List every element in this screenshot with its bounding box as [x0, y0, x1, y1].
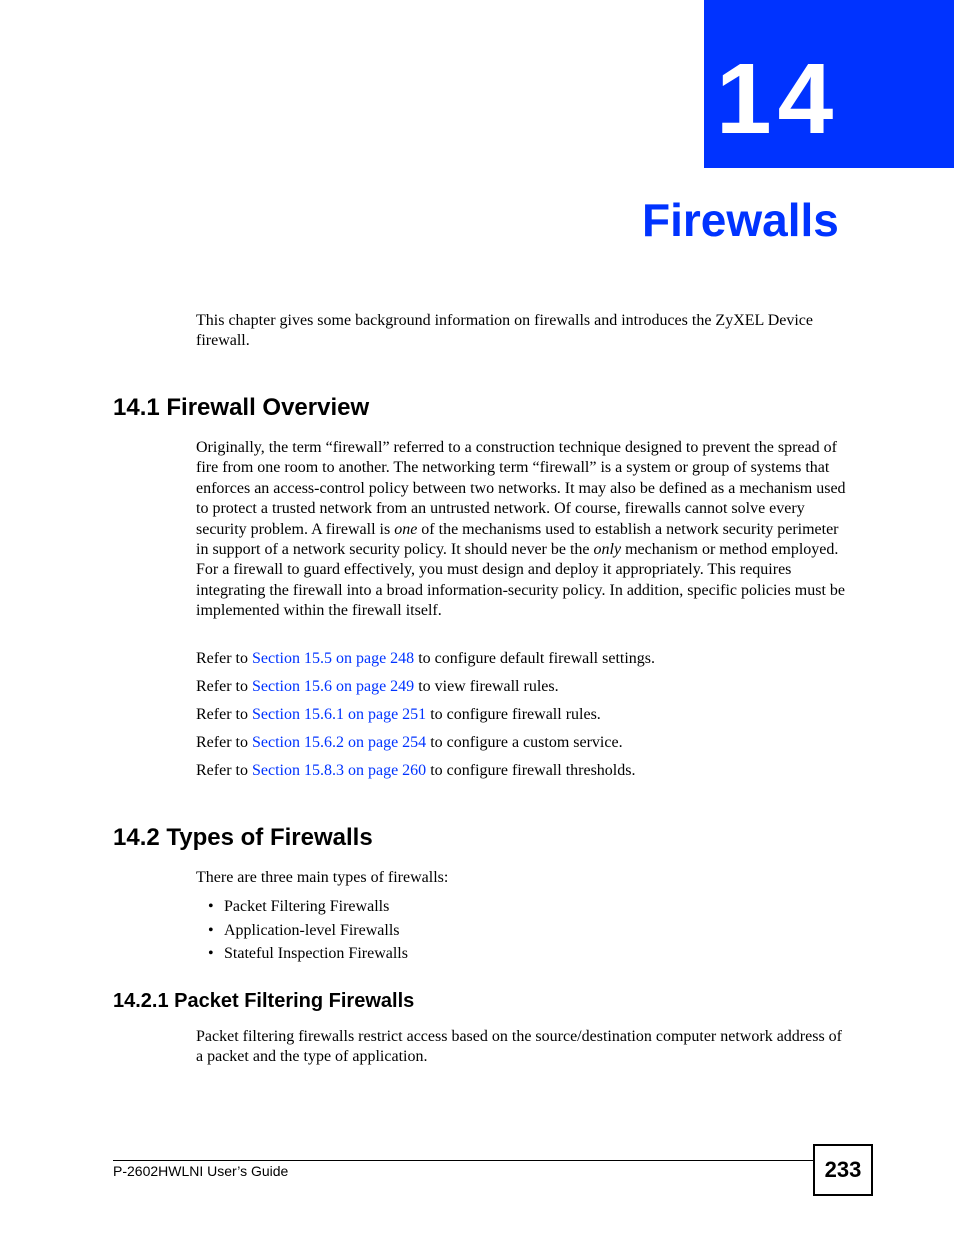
- ref-prefix: Refer to: [196, 706, 252, 723]
- ref-prefix: Refer to: [196, 678, 252, 695]
- overview-em-only: only: [593, 541, 622, 559]
- overview-text-2: of the mechanisms used to establish a network security perimeter in support of a network security policy. It should never be the: [196, 520, 839, 559]
- bullet-icon: •: [208, 945, 214, 962]
- section-heading-14-2: 14.2 Types of Firewalls: [113, 824, 373, 851]
- ref-prefix: Refer to: [196, 762, 252, 779]
- chapter-title: Firewalls: [642, 194, 839, 246]
- overview-paragraph: [196, 438, 846, 622]
- chapter-number: 14: [716, 43, 840, 155]
- ref-link-15-6[interactable]: Section 15.6 on page 249: [251, 678, 415, 695]
- ref-link-15-6-2[interactable]: Section 15.6.2 on page 254: [251, 734, 427, 751]
- list-item-text: Application-level Firewalls: [224, 921, 400, 939]
- list-item-text: Stateful Inspection Firewalls: [224, 945, 408, 962]
- bullet-icon: •: [208, 898, 214, 915]
- ref-prefix: Refer to: [196, 650, 252, 667]
- ref-line: [196, 677, 846, 697]
- ref-prefix: Refer to: [196, 734, 252, 751]
- section-heading-14-1: 14.1 Firewall Overview: [113, 394, 370, 421]
- list-item: [196, 919, 408, 943]
- section-heading-14-2-1: 14.2.1 Packet Filtering Firewalls: [113, 990, 415, 1012]
- ref-line: [196, 733, 846, 753]
- bullet-icon: •: [208, 921, 214, 939]
- footer-guide-title: P-2602HWLNI User’s Guide: [113, 1163, 289, 1179]
- overview-text-3: mechanism or method employed. For a firewall to guard effectively, you must design and deploy it appropriately. This requires integrating the firewall into a broad information-security policy. In addition, specific policies must be implemented within the firewall itself.: [196, 541, 845, 620]
- footer-divider: [113, 1160, 813, 1161]
- ref-suffix: to configure a custom service.: [426, 734, 623, 751]
- ref-line: [196, 705, 846, 725]
- ref-link-15-8-3[interactable]: Section 15.8.3 on page 260: [251, 762, 427, 779]
- list-item-text: Packet Filtering Firewalls: [224, 898, 390, 915]
- firewall-types-list: [196, 895, 408, 966]
- types-intro: There are three main types of firewalls:: [196, 869, 449, 886]
- packet-filtering-paragraph: Packet filtering firewalls restrict access based on the source/destination computer network address of a packet and the type of application.: [196, 1028, 842, 1066]
- ref-link-15-6-1[interactable]: Section 15.6.1 on page 251: [251, 706, 427, 723]
- overview-text-1: Originally, the term “firewall” referred to a construction technique designed to prevent the spread of fire from one room to another. The networking term “firewall” is a system or group of systems that enforces an access-control policy between two networks. It may also be defined as a mechanism used to protect a trusted network from an untrusted network. Of course, firewalls cannot solve every security problem. A firewall is: [196, 439, 846, 538]
- list-item: [196, 942, 408, 966]
- ref-link-15-5[interactable]: Section 15.5 on page 248: [251, 650, 415, 667]
- list-item: [196, 895, 408, 919]
- ref-line: [196, 649, 846, 669]
- ref-suffix: to configure default firewall settings.: [414, 650, 655, 667]
- page-number: 233: [813, 1144, 873, 1196]
- overview-em-one: one: [394, 520, 418, 538]
- intro-paragraph: This chapter gives some background information on firewalls and introduces the ZyXEL Device firewall.: [196, 312, 813, 350]
- ref-suffix: to configure firewall rules.: [426, 706, 601, 723]
- ref-suffix: to configure firewall thresholds.: [426, 762, 636, 779]
- ref-line: [196, 761, 846, 781]
- ref-suffix: to view firewall rules.: [414, 678, 559, 695]
